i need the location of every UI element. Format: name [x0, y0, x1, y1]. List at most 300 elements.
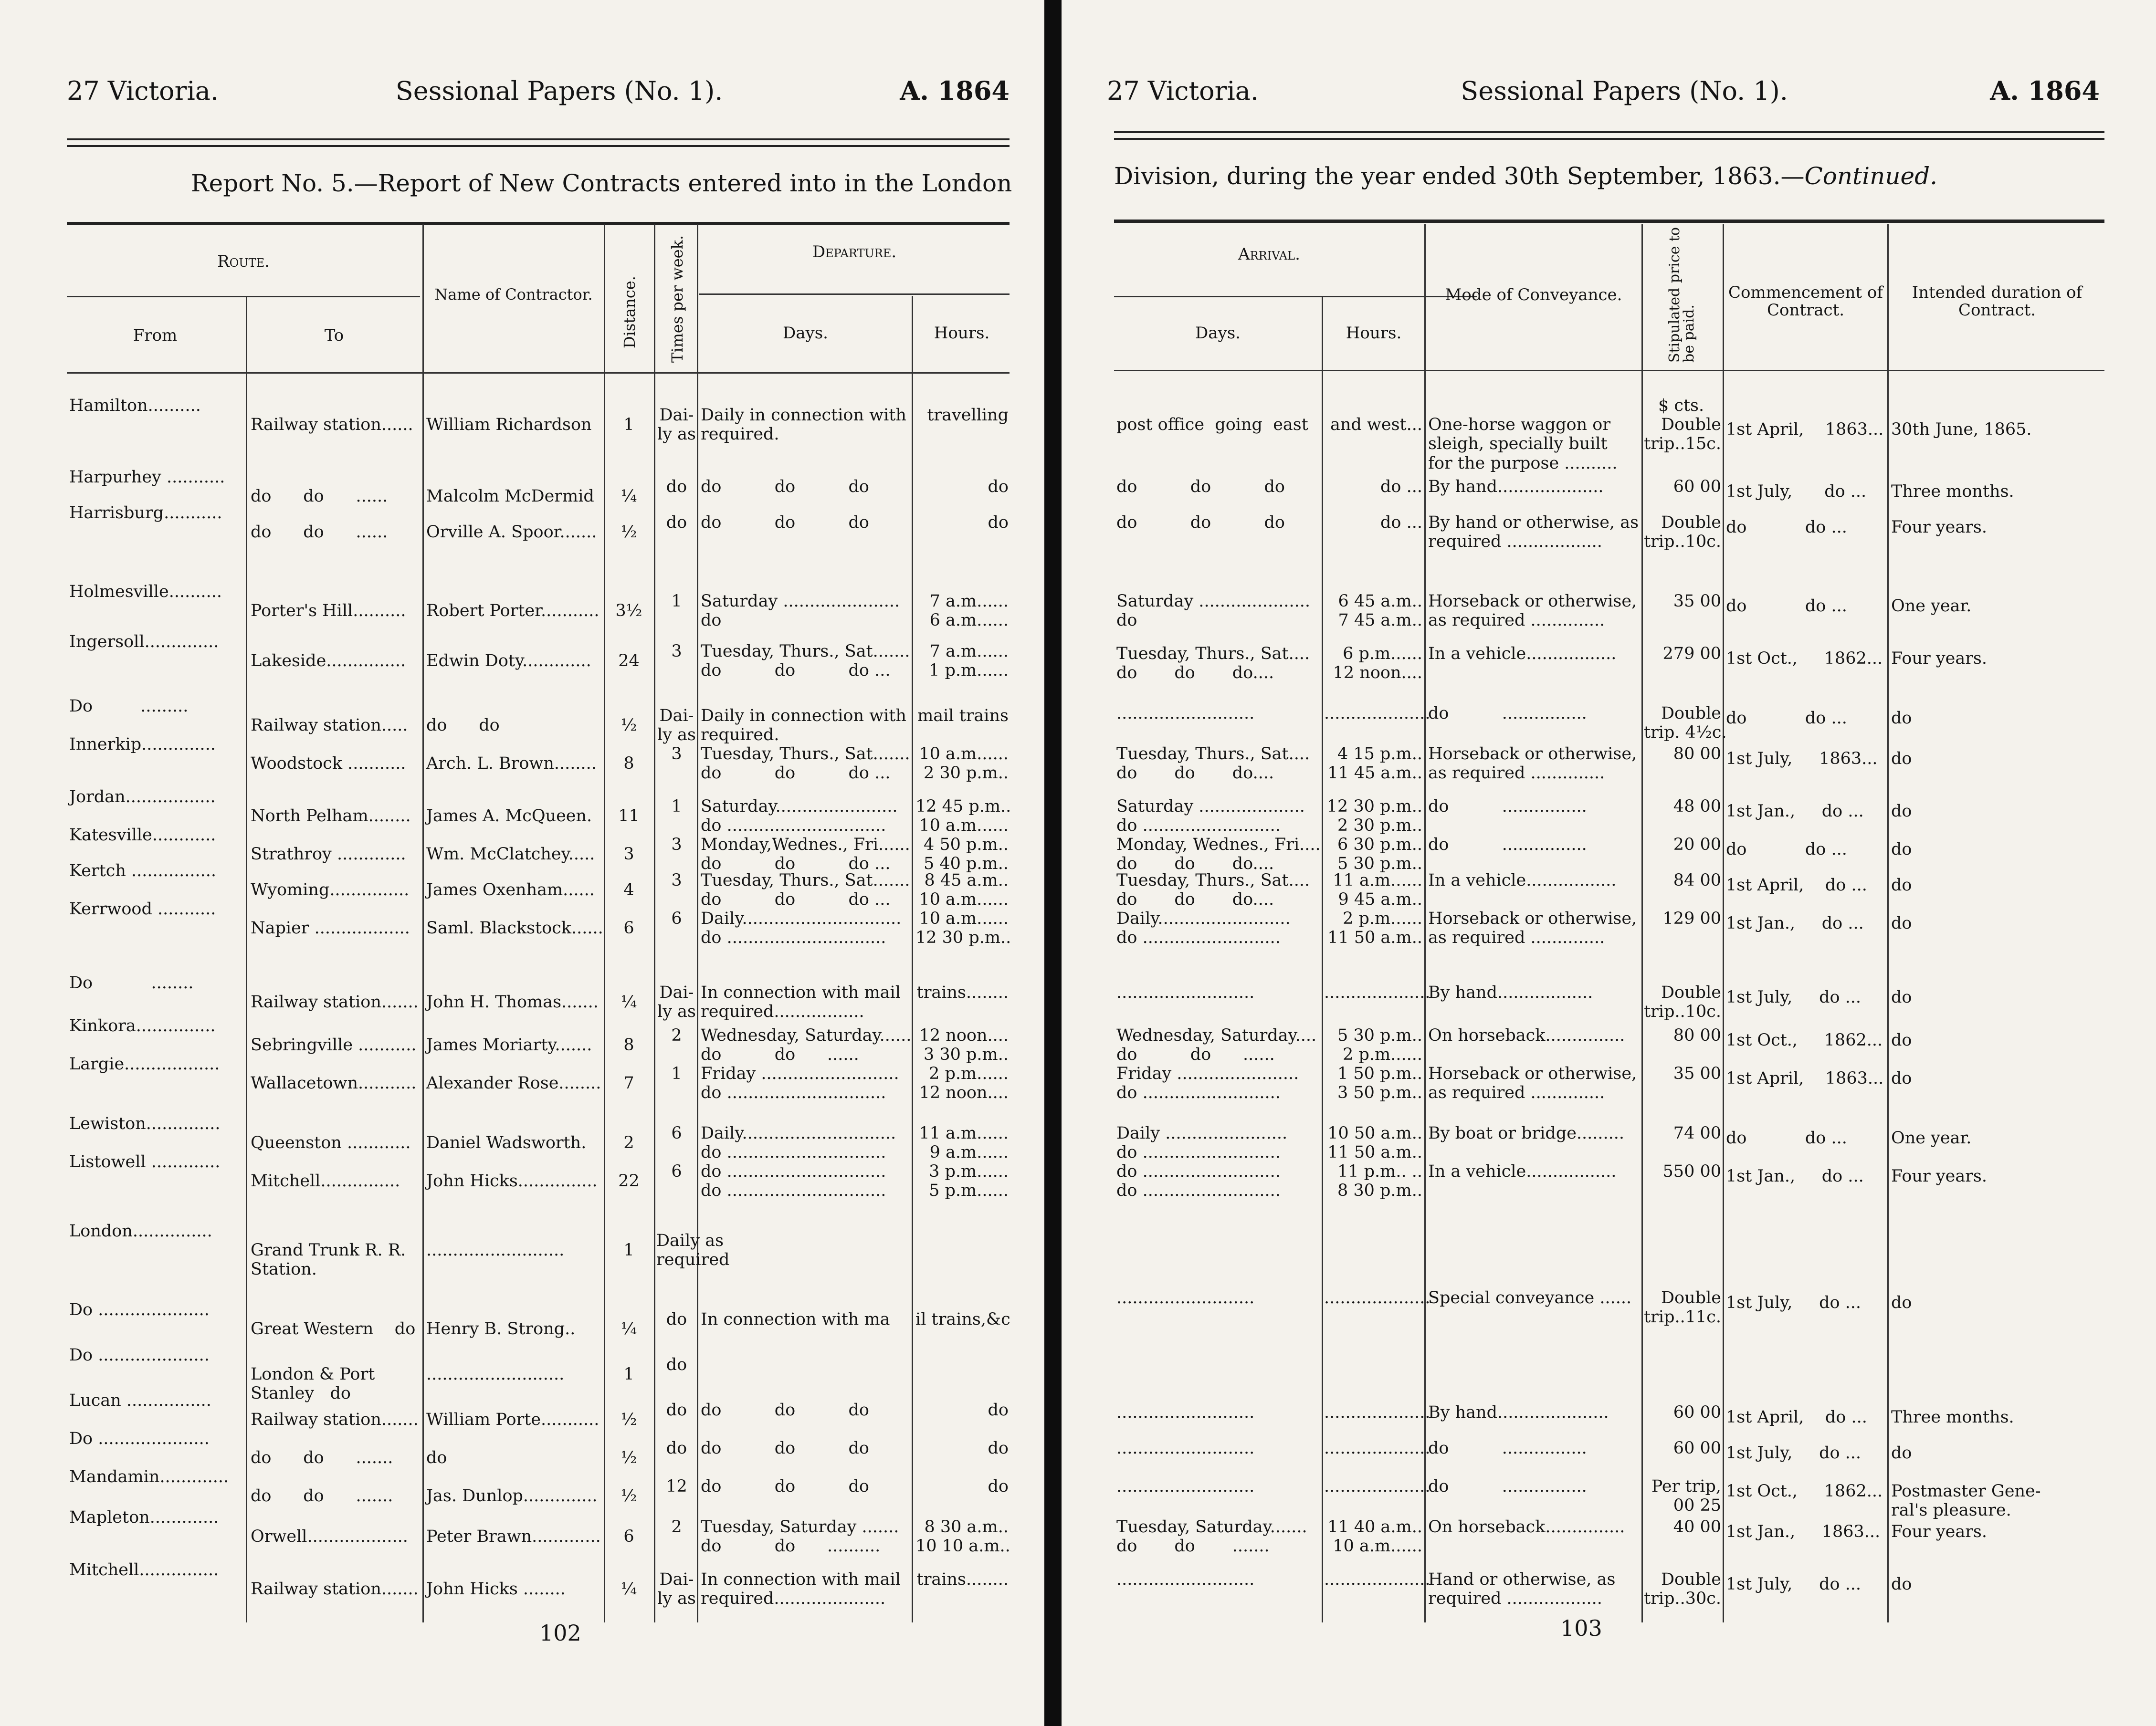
contractor-cell: Robert Porter........... [426, 601, 599, 620]
times-cell: 6 [671, 909, 682, 928]
arr-hours-header: Hours. [1346, 324, 1402, 343]
arr-days-cell: Tuesday, Thurs., Sat.... do do do.... [1116, 871, 1310, 910]
arr-days-cell: Friday ....................... do .......................... [1116, 1064, 1299, 1103]
to-cell: Napier .................. [251, 919, 410, 938]
dep-days-header: Days. [783, 324, 828, 343]
right-col-line-4 [1723, 224, 1724, 1622]
commencement-cell: 1st July, 1863... [1726, 749, 1878, 768]
mode-cell: By hand.................... [1428, 477, 1604, 496]
price-cell: 40 00 [1673, 1517, 1721, 1537]
contractor-cell: .......................... [426, 1365, 565, 1384]
mode-cell: By boat or bridge......... [1428, 1124, 1625, 1143]
to-cell: Grand Trunk R. R. Station. [251, 1241, 406, 1279]
dep-hours-cell: 8 30 a.m.. 10 10 a.m.. [915, 1517, 1010, 1556]
price-cell: Per trip, 00 25 [1651, 1477, 1721, 1516]
right-col-line-5 [1887, 224, 1889, 1622]
book-spine [1044, 0, 1062, 1726]
from-cell: Kertch ................ [69, 861, 216, 880]
distance-cell: 24 [618, 651, 640, 670]
duration-cell: Four years. [1891, 649, 1988, 668]
arr-days-cell: do do do [1116, 513, 1285, 532]
to-cell: London & Port Stanley do [251, 1365, 375, 1403]
duration-cell: Three months. [1891, 1408, 2014, 1427]
distance-cell: ½ [621, 716, 637, 735]
duration-cell: do [1891, 1069, 1912, 1088]
to-cell: Sebringville ........... [251, 1036, 417, 1055]
times-header: Times per week. [668, 235, 686, 363]
right-caption-main: Division, during the year ended 30th September, 1863.— [1114, 162, 1805, 190]
arr-hours-cell: .................... [1324, 1570, 1430, 1589]
dep-days-cell: Daily.............................. do .............................. [701, 909, 902, 948]
times-cell: Dai- ly as [657, 1570, 696, 1609]
dep-days-cell: Tuesday, Thurs., Sat....... do do do ... [701, 744, 910, 783]
right-year: A. 1864 [1990, 75, 2100, 106]
arr-hours-cell: do ... [1380, 513, 1422, 532]
left-header-rule [67, 138, 1010, 147]
commencement-cell: 1st April, do ... [1726, 1408, 1867, 1427]
dep-days-cell: do do do [701, 513, 869, 532]
from-cell: Do ........ [69, 973, 194, 993]
contractor-cell: James Oxenham...... [426, 880, 595, 900]
from-cell: Jordan................. [69, 787, 216, 806]
to-cell: Railway station....... [251, 993, 419, 1012]
from-cell: London............... [69, 1222, 212, 1241]
duration-cell: Four years. [1891, 518, 1988, 537]
contractor-cell: do do [426, 716, 500, 735]
right-header [1107, 72, 2100, 110]
mode-cell: Horseback or otherwise, as required .............. [1428, 592, 1637, 630]
mode-cell: By hand..................... [1428, 1403, 1609, 1422]
arr-hours-cell: .................... [1324, 1403, 1430, 1422]
arr-hours-cell: 12 30 p.m.. 2 30 p.m.. [1326, 797, 1422, 836]
departure-sub-rule [699, 293, 1010, 295]
distance-cell: 8 [623, 754, 634, 773]
left-col-line-4 [654, 224, 655, 1622]
dep-hours-cell: 7 a.m...... 1 p.m...... [929, 642, 1009, 680]
to-cell: Railway station....... [251, 1580, 419, 1599]
right-page [1062, 0, 2156, 1726]
times-cell: 3 [671, 744, 682, 764]
distance-cell: 6 [623, 1527, 634, 1546]
dep-days-cell: In connection with mail required..................... [701, 1570, 901, 1609]
to-cell: North Pelham........ [251, 806, 411, 826]
from-cell: Ingersoll.............. [69, 632, 219, 651]
dep-hours-cell: 10 a.m...... 12 30 p.m.. [915, 909, 1011, 948]
commencement-cell: 1st Oct., 1862... [1726, 1031, 1883, 1050]
times-cell: do [666, 1439, 687, 1458]
times-cell: 1 [671, 592, 682, 611]
times-cell: 3 [671, 871, 682, 890]
arr-days-cell: .......................... [1116, 1570, 1255, 1589]
to-cell: Wyoming............... [251, 880, 410, 900]
from-cell: Do ......... [69, 697, 189, 716]
price-cell: 20 00 [1673, 835, 1721, 854]
mode-cell: On horseback............... [1428, 1517, 1625, 1537]
duration-cell: 30th June, 1865. [1891, 420, 2032, 439]
to-cell: Great Western do [251, 1319, 416, 1339]
times-cell: 2 [671, 1517, 682, 1537]
times-cell: do [666, 1310, 687, 1329]
left-table-top-rule [67, 222, 1010, 225]
duration-cell: do [1891, 914, 1912, 933]
distance-header: Distance. [621, 276, 639, 348]
mode-cell: Special conveyance ...... [1428, 1288, 1632, 1308]
distance-cell: 3 [623, 845, 634, 864]
arr-hours-cell: 11 40 a.m.. 10 a.m...... [1327, 1517, 1422, 1556]
mode-cell: By hand.................. [1428, 983, 1593, 1002]
distance-cell: 1 [623, 1365, 634, 1384]
price-cell: 74 00 [1673, 1124, 1721, 1143]
contractor-cell: James A. McQueen. [426, 806, 592, 826]
distance-cell: 8 [623, 1036, 634, 1055]
times-cell: Dai- ly as [657, 706, 696, 745]
arr-hours-cell: 11 a.m...... 9 45 a.m.. [1333, 871, 1422, 910]
price-cell: 550 00 [1662, 1162, 1721, 1181]
mode-cell: Horseback or otherwise, as required .............. [1428, 1064, 1637, 1103]
dep-days-cell: Tuesday, Thurs., Sat....... do do do ... [701, 642, 910, 680]
price-cell: Double trip..15c. [1644, 415, 1721, 454]
dep-days-cell: Daily in connection with required. [701, 406, 906, 444]
duration-cell: Four years. [1891, 1167, 1988, 1186]
to-cell: Woodstock ........... [251, 754, 406, 773]
contractor-cell: William Richardson [426, 415, 592, 434]
price-cell: 60 00 [1673, 1403, 1721, 1422]
times-cell: do [666, 1355, 687, 1374]
arr-days-cell: Daily ....................... do .......................... [1116, 1124, 1288, 1162]
arr-days-header: Days. [1195, 324, 1241, 343]
from-cell: Mandamin............. [69, 1467, 229, 1486]
distance-cell: 2 [623, 1133, 634, 1152]
arr-hours-cell: do ... [1380, 477, 1422, 496]
left-col-line-1 [246, 296, 247, 1622]
dep-days-cell: do do do [701, 1439, 869, 1458]
mode-cell: do ................ [1428, 797, 1587, 816]
price-cell: 35 00 [1673, 592, 1721, 611]
arr-days-cell: .......................... [1116, 1439, 1255, 1458]
distance-cell: 1 [623, 1241, 634, 1260]
duration-cell: do [1891, 1444, 1912, 1463]
commencement-cell: 1st July, do ... [1726, 482, 1867, 501]
arr-hours-cell: 4 15 p.m.. 11 45 a.m.. [1327, 744, 1422, 783]
times-cell: Daily as required [656, 1231, 730, 1270]
commencement-cell: do do ... [1726, 518, 1847, 537]
dep-days-cell: Monday,Wednes., Fri...... do do do ... [701, 835, 910, 874]
dep-hours-cell: 2 p.m...... 12 noon.... [919, 1064, 1009, 1103]
left-col-line-2 [422, 224, 424, 1622]
contractor-cell: William Porte........... [426, 1410, 599, 1429]
price-cell: Double trip..10c. [1644, 983, 1721, 1022]
arr-days-cell: post office going east [1116, 415, 1308, 434]
mode-cell: One-horse waggon or sleigh, specially built for the purpose .......... [1428, 415, 1618, 473]
price-cell: 60 00 [1673, 477, 1721, 496]
dep-days-cell: do .............................. do .............................. [701, 1162, 886, 1201]
duration-cell: One year. [1891, 1129, 1972, 1148]
dep-hours-cell: do [988, 477, 1009, 496]
right-col-line-1 [1322, 296, 1323, 1622]
contractor-cell: do [426, 1448, 447, 1467]
contractor-cell: John H. Thomas....... [426, 993, 599, 1012]
distance-cell: 7 [623, 1074, 634, 1093]
dep-hours-cell: do [988, 1477, 1009, 1496]
times-cell: 6 [671, 1162, 682, 1181]
commencement-cell: 1st July, do ... [1726, 1444, 1862, 1463]
arr-days-cell: do .......................... do .......................... [1116, 1162, 1281, 1201]
right-col-line-3 [1641, 224, 1643, 1622]
price-header: Stipulated price to be paid. [1666, 227, 1697, 363]
dep-hours-cell: 4 50 p.m.. 5 40 p.m.. [923, 835, 1009, 874]
left-col-line-6 [912, 296, 913, 1622]
times-cell: 1 [671, 1064, 682, 1083]
to-cell: Lakeside............... [251, 651, 406, 670]
times-cell: 12 [666, 1477, 687, 1496]
to-cell: do do ....... [251, 1486, 393, 1506]
dep-days-cell: Tuesday, Saturday ....... do do .......... [701, 1517, 899, 1556]
to-cell: Strathroy ............. [251, 845, 406, 864]
distance-cell: 1 [623, 415, 634, 434]
to-cell: Railway station....... [251, 1410, 419, 1429]
to-cell: Railway station...... [251, 415, 413, 434]
distance-cell: 11 [618, 806, 640, 826]
from-cell: Harpurhey ........... [69, 468, 225, 487]
currency-label: $ cts. [1658, 396, 1704, 415]
left-caption: Report No. 5.—Report of New Contracts entered into in the London [191, 169, 1012, 197]
from-cell: Katesville............ [69, 826, 216, 845]
commencement-cell: do do ... [1726, 840, 1847, 859]
dep-days-cell: Saturday ...................... do [701, 592, 900, 630]
mode-cell: In a vehicle................. [1428, 644, 1617, 663]
mode-cell: By hand or otherwise, as required .................. [1428, 513, 1639, 552]
right-header-rule [1114, 131, 2104, 140]
distance-cell: ½ [621, 1410, 637, 1429]
dep-days-cell: Wednesday, Saturday...... do do ...... [701, 1026, 912, 1065]
times-cell: 3 [671, 642, 682, 661]
times-cell: Dai- ly as [657, 983, 696, 1022]
distance-cell: 22 [618, 1172, 640, 1191]
dep-hours-cell: 7 a.m...... 6 a.m...... [929, 592, 1009, 630]
arr-hours-cell: .................... [1324, 1288, 1430, 1308]
to-cell: do do ...... [251, 487, 388, 506]
times-cell: 2 [671, 1026, 682, 1045]
arr-days-cell: .......................... [1116, 704, 1255, 723]
arr-days-cell: Wednesday, Saturday.... do do ...... [1116, 1026, 1317, 1065]
distance-cell: ½ [621, 523, 637, 542]
to-cell: Porter's Hill.......... [251, 601, 406, 620]
arr-days-cell: do do do [1116, 477, 1285, 496]
mode-cell: Horseback or otherwise, as required .............. [1428, 744, 1637, 783]
times-cell: do [666, 1401, 687, 1420]
price-cell: Double trip. 4½c. [1644, 704, 1727, 743]
commencement-cell: 1st July, do ... [1726, 1575, 1862, 1594]
from-cell: Lucan ................ [69, 1391, 211, 1410]
dep-hours-header: Hours. [934, 324, 990, 343]
contractor-cell: Orville A. Spoor....... [426, 523, 597, 542]
commencement-cell: 1st April, 1863... [1726, 420, 1884, 439]
route-header: Route. [217, 252, 270, 271]
dep-hours-cell: trains........ [916, 983, 1009, 1002]
contractor-cell: Wm. McClatchey..... [426, 845, 595, 864]
times-cell: 3 [671, 835, 682, 854]
left-session: 27 Victoria. [67, 75, 219, 106]
right-header-bottom-rule [1114, 370, 2104, 371]
commencement-cell: 1st Oct., 1862... [1726, 1482, 1883, 1501]
left-page [0, 0, 1044, 1726]
contractor-cell: John Hicks ........ [426, 1580, 566, 1599]
commencement-cell: 1st Jan., 1863... [1726, 1522, 1881, 1541]
arr-days-cell: Tuesday, Thurs., Sat.... do do do.... [1116, 644, 1310, 683]
arr-days-cell: Daily......................... do .......................... [1116, 909, 1291, 948]
right-title: Sessional Papers (No. 1). [1461, 75, 1788, 106]
contractor-cell: Arch. L. Brown........ [426, 754, 597, 773]
distance-cell: ½ [621, 1486, 637, 1506]
arr-days-cell: Saturday ..................... do [1116, 592, 1310, 630]
dep-hours-cell: do [988, 1439, 1009, 1458]
arr-hours-cell: .................... [1324, 1439, 1430, 1458]
arr-days-cell: .......................... [1116, 1477, 1255, 1496]
contractor-cell: Edwin Doty............. [426, 651, 591, 670]
mode-cell: In a vehicle................. [1428, 1162, 1617, 1181]
arr-hours-cell: 11 p.m.. .. 8 30 p.m.. [1337, 1162, 1422, 1201]
arr-hours-cell: .................... [1324, 704, 1430, 723]
to-cell: Wallacetown........... [251, 1074, 417, 1093]
price-cell: 35 00 [1673, 1064, 1721, 1083]
contractor-cell: John Hicks............... [426, 1172, 598, 1191]
arr-days-cell: .......................... [1116, 983, 1255, 1002]
arr-hours-cell: 6 45 a.m.. 7 45 a.m.. [1338, 592, 1422, 630]
dep-hours-cell: 3 p.m...... 5 p.m...... [929, 1162, 1009, 1201]
arr-hours-cell: 6 30 p.m.. 5 30 p.m.. [1337, 835, 1422, 874]
commencement-cell: 1st Jan., do ... [1726, 802, 1864, 821]
contractor-cell: Peter Brawn............. [426, 1527, 601, 1546]
arr-days-cell: .......................... [1116, 1288, 1255, 1308]
from-cell: Harrisburg........... [69, 503, 222, 523]
dep-days-cell: Tuesday, Thurs., Sat....... do do do ... [701, 871, 910, 910]
right-caption-cont: Continued. [1804, 162, 1938, 190]
mode-cell: do ................ [1428, 1477, 1587, 1496]
arr-hours-cell: 2 p.m...... 11 50 a.m.. [1327, 909, 1422, 948]
from-cell: Hamilton.......... [69, 396, 201, 415]
commencement-cell: 1st July, do ... [1726, 1293, 1862, 1312]
arr-hours-cell: .................... [1324, 1477, 1430, 1496]
from-cell: Listowell ............. [69, 1152, 221, 1172]
duration-cell: Postmaster Gene- ral's pleasure. [1891, 1482, 2041, 1520]
duration-cell: do [1891, 1031, 1912, 1050]
duration-cell: do [1891, 988, 1912, 1007]
arr-hours-cell: 1 50 p.m.. 3 50 p.m.. [1337, 1064, 1422, 1103]
from-cell: Kinkora............... [69, 1016, 216, 1036]
times-cell: Dai- ly as [657, 406, 696, 444]
duration-header: Intended duration of Contract. [1912, 283, 2082, 320]
left-col-line-5 [697, 224, 698, 1622]
duration-cell: Four years. [1891, 1522, 1988, 1541]
from-cell: Holmesville.......... [69, 582, 222, 601]
to-cell: Railway station..... [251, 716, 408, 735]
dep-hours-cell: 12 noon.... 3 30 p.m.. [919, 1026, 1009, 1065]
from-cell: Innerkip.............. [69, 735, 216, 754]
commencement-cell: 1st April, do ... [1726, 876, 1867, 895]
commencement-cell: 1st July, do ... [1726, 988, 1862, 1007]
duration-cell: do [1891, 802, 1912, 821]
mode-cell: do ................ [1428, 835, 1587, 854]
price-cell: Double trip..30c. [1644, 1570, 1721, 1609]
arr-hours-cell: .................... [1324, 983, 1430, 1002]
commencement-cell: 1st Jan., do ... [1726, 1167, 1864, 1186]
left-year: A. 1864 [900, 75, 1010, 106]
distance-cell: ¼ [621, 487, 637, 506]
commencement-header: Commencement of Contract. [1728, 283, 1883, 320]
mode-header: Mode of Conveyance. [1445, 285, 1622, 304]
price-cell: 84 00 [1673, 871, 1721, 890]
times-cell: do [666, 513, 687, 532]
dep-days-cell: do do do [701, 1401, 869, 1420]
dep-days-cell: do do do [701, 477, 869, 496]
commencement-cell: do do ... [1726, 1129, 1847, 1148]
left-col-line-3 [604, 224, 605, 1622]
commencement-cell: 1st April, 1863... [1726, 1069, 1884, 1088]
dep-hours-cell: trains........ [916, 1570, 1009, 1589]
commencement-cell: 1st Oct., 1862... [1726, 649, 1883, 668]
times-cell: do [666, 477, 687, 496]
times-cell: 1 [671, 797, 682, 816]
duration-cell: do [1891, 709, 1912, 728]
mode-cell: On horseback............... [1428, 1026, 1625, 1045]
arr-days-cell: .......................... [1116, 1403, 1255, 1422]
price-cell: 129 00 [1662, 909, 1721, 928]
price-cell: Double trip..10c. [1644, 513, 1721, 552]
contractor-cell: Saml. Blackstock...... [426, 919, 603, 938]
contractor-cell: .......................... [426, 1241, 565, 1260]
arrival-sub-rule [1114, 296, 1477, 297]
dep-hours-cell: do [988, 513, 1009, 532]
mode-cell: do ................ [1428, 704, 1587, 723]
to-cell: Orwell................... [251, 1527, 408, 1546]
mode-cell: Hand or otherwise, as required .................. [1428, 1570, 1616, 1609]
arr-days-cell: Tuesday, Saturday....... do do ....... [1116, 1517, 1307, 1556]
contractor-cell: Daniel Wadsworth. [426, 1133, 587, 1152]
duration-cell: One year. [1891, 596, 1972, 616]
dep-days-cell: In connection with ma [701, 1310, 890, 1329]
duration-cell: do [1891, 876, 1912, 895]
from-cell: Mitchell............... [69, 1560, 219, 1580]
dep-days-cell: Daily in connection with required. [701, 706, 906, 745]
duration-cell: Three months. [1891, 482, 2014, 501]
price-cell: 48 00 [1673, 797, 1721, 816]
distance-cell: ¼ [621, 1319, 637, 1339]
mode-cell: do ................ [1428, 1439, 1587, 1458]
distance-cell: ¼ [621, 1580, 637, 1599]
dep-days-cell: Daily............................. do .............................. [701, 1124, 896, 1162]
price-cell: 279 00 [1662, 644, 1721, 663]
times-cell: 6 [671, 1124, 682, 1143]
left-header-bottom-rule [67, 372, 1010, 374]
from-cell: Mapleton............. [69, 1508, 219, 1527]
duration-cell: do [1891, 1575, 1912, 1594]
dep-hours-cell: do [988, 1401, 1009, 1420]
dep-hours-cell: il trains,&c [915, 1310, 1010, 1329]
arrival-header: Arrival. [1238, 245, 1300, 264]
dep-hours-cell: 8 45 a.m.. 10 a.m...... [919, 871, 1009, 910]
duration-cell: do [1891, 1293, 1912, 1312]
mode-cell: Horseback or otherwise, as required .............. [1428, 909, 1637, 948]
from-cell: Do ..................... [69, 1346, 210, 1365]
arr-hours-cell: and west... [1330, 415, 1422, 434]
commencement-cell: do do ... [1726, 709, 1847, 728]
left-header [67, 72, 1010, 110]
contractor-cell: James Moriarty....... [426, 1036, 592, 1055]
right-caption [1114, 162, 1937, 190]
dep-days-cell: Friday .......................... do .............................. [701, 1064, 899, 1103]
contractor-cell: Malcolm McDermid [426, 487, 594, 506]
distance-cell: 4 [623, 880, 634, 900]
